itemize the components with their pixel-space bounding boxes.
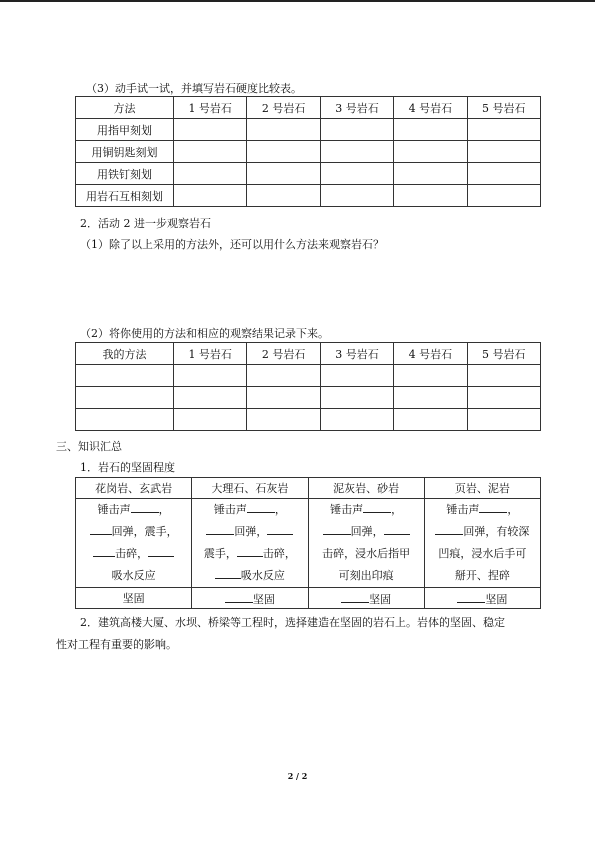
method-cell: 用指甲刻划 [76,119,174,141]
cell-text: 回弹， [350,525,384,538]
cell-text: ， [507,503,519,516]
fill-blank[interactable] [341,590,369,603]
answer-cell[interactable] [394,141,467,163]
cell-text: 吸水反应 [111,569,156,582]
header-cell: 4 号岩石 [394,97,467,119]
answer-cell[interactable] [247,185,320,207]
fill-blank[interactable] [479,500,507,513]
rock-strength-table [75,477,541,609]
cell-text: 坚固 [485,592,508,606]
answer-cell[interactable] [320,365,393,387]
answer-cell[interactable] [247,141,320,163]
answer-cell[interactable] [174,141,247,163]
answer-cell[interactable] [394,119,467,141]
answer-cell[interactable] [247,387,320,409]
rock-description-cell [76,499,192,588]
fill-blank[interactable] [457,590,485,603]
answer-cell[interactable] [394,409,467,431]
table-header-row [76,478,541,499]
method-cell: 用铜钥匙刻划 [76,141,174,163]
rock-description-cell [192,499,308,588]
answer-cell[interactable] [394,365,467,387]
cell-text: 吸水反应 [240,569,285,582]
answer-cell[interactable] [320,409,393,431]
page-number: 2 / 2 [287,771,308,781]
header-cell: 我的方法 [76,343,174,365]
method-cell: 用岩石互相刻划 [76,185,174,207]
header-cell: 1 号岩石 [174,97,247,119]
strength-cell [192,588,308,609]
answer-cell[interactable] [320,387,393,409]
paragraph-line: 2．建筑高楼大厦、水坝、桥梁等工程时，选择建造在坚固的岩石上。岩体的坚固、稳定 [80,616,505,629]
cell-text: 震手， [203,547,237,560]
answer-cell[interactable] [174,185,247,207]
answer-cell[interactable] [76,365,174,387]
answer-cell[interactable] [467,119,540,141]
fill-blank[interactable] [93,544,115,557]
cell-text: 击碎，浸水后指甲 [322,547,411,560]
header-cell: 大理石、石灰岩 [192,478,308,499]
strength-cell [424,588,540,609]
answer-cell[interactable] [467,387,540,409]
header-cell: 方法 [76,97,174,119]
question-1: （1）除了以上采用的方法外，还可以用什么方法来观察岩石？ [80,238,384,251]
table-header-row [76,97,541,119]
cell-text: 凹痕，浸水后手可 [438,547,527,560]
answer-cell[interactable] [320,185,393,207]
header-cell: 4 号岩石 [394,343,467,365]
table-row [76,163,541,185]
answer-cell[interactable] [320,141,393,163]
answer-cell[interactable] [467,409,540,431]
header-cell: 5 号岩石 [467,343,540,365]
method-cell: 用铁钉刻划 [76,163,174,185]
top-rule [0,0,595,2]
cell-text: 回弹，震手， [111,525,178,538]
header-cell: 泥灰岩、砂岩 [308,478,424,499]
section-heading: （3）动手试一试，并填写岩石硬度比较表。 [86,82,302,95]
observation-table [75,342,541,431]
cell-text: 锤击声 [446,503,480,516]
fill-blank[interactable] [90,522,112,535]
answer-cell[interactable] [247,163,320,185]
rock-description-cell [308,499,424,588]
fill-blank[interactable] [384,522,410,535]
cell-text: ， [391,503,403,516]
answer-cell[interactable] [247,365,320,387]
header-cell: 2 号岩石 [247,343,320,365]
table-row [76,119,541,141]
fill-blank[interactable] [131,500,159,513]
table-row [76,365,541,387]
fill-blank[interactable] [237,544,263,557]
cell-text: 可刻出印痕 [338,569,394,582]
cell-text: ， [274,503,286,516]
rock-description-cell [424,499,540,588]
fill-blank[interactable] [225,590,253,603]
answer-cell[interactable] [76,409,174,431]
table-header-row [76,343,541,365]
answer-cell[interactable] [467,163,540,185]
header-cell: 1 号岩石 [174,343,247,365]
answer-cell[interactable] [174,163,247,185]
answer-cell[interactable] [247,409,320,431]
table-row [76,185,541,207]
fill-blank[interactable] [247,500,275,513]
header-cell: 5 号岩石 [467,97,540,119]
cell-text: 回弹， [234,525,268,538]
answer-cell[interactable] [174,409,247,431]
cell-text: 锤击声 [330,503,364,516]
answer-cell[interactable] [467,365,540,387]
answer-cell[interactable] [467,185,540,207]
fill-blank[interactable] [206,522,234,535]
cell-text: 掰开、捏碎 [454,569,510,582]
answer-cell[interactable] [174,119,247,141]
header-cell: 花岗岩、玄武岩 [76,478,192,499]
cell-text: 坚固 [369,592,392,606]
activity-title: 2．活动 2 进一步观察岩石 [80,217,211,230]
cell-text: 击碎， [115,547,149,560]
section-title: 三、知识汇总 [56,440,122,453]
cell-text: ， [158,503,170,516]
fill-blank[interactable] [363,500,391,513]
answer-cell[interactable] [467,141,540,163]
strength-cell [76,588,192,609]
header-cell: 3 号岩石 [320,97,393,119]
answer-cell[interactable] [394,387,467,409]
fill-blank[interactable] [435,522,463,535]
header-cell: 3 号岩石 [320,343,393,365]
question-2: （2）将你使用的方法和相应的观察结果记录下来。 [80,327,329,340]
cell-text: 击碎， [262,547,296,560]
header-cell: 2 号岩石 [247,97,320,119]
hardness-table [75,96,541,207]
fill-blank[interactable] [267,522,293,535]
fill-blank[interactable] [215,566,241,579]
answer-cell[interactable] [320,163,393,185]
answer-cell[interactable] [394,185,467,207]
table-row [76,387,541,409]
cell-text: 锤击声 [97,503,131,516]
table-row [76,409,541,431]
answer-cell[interactable] [247,119,320,141]
table-row [76,141,541,163]
cell-text: 锤击声 [213,503,247,516]
answer-cell[interactable] [76,387,174,409]
fill-blank[interactable] [148,544,174,557]
cell-text: 坚固 [122,592,145,605]
answer-cell[interactable] [394,163,467,185]
subsection-title: 1．岩石的坚固程度 [80,461,175,474]
fill-blank[interactable] [323,522,351,535]
cell-text: 回弹，有较深 [463,525,530,538]
paragraph-line: 性对工程有重要的影响。 [56,638,177,651]
table-row [76,499,541,588]
answer-cell[interactable] [320,119,393,141]
answer-cell[interactable] [174,387,247,409]
answer-cell[interactable] [174,365,247,387]
header-cell: 页岩、泥岩 [424,478,540,499]
strength-cell [308,588,424,609]
table-row [76,588,541,609]
cell-text: 坚固 [252,592,275,606]
